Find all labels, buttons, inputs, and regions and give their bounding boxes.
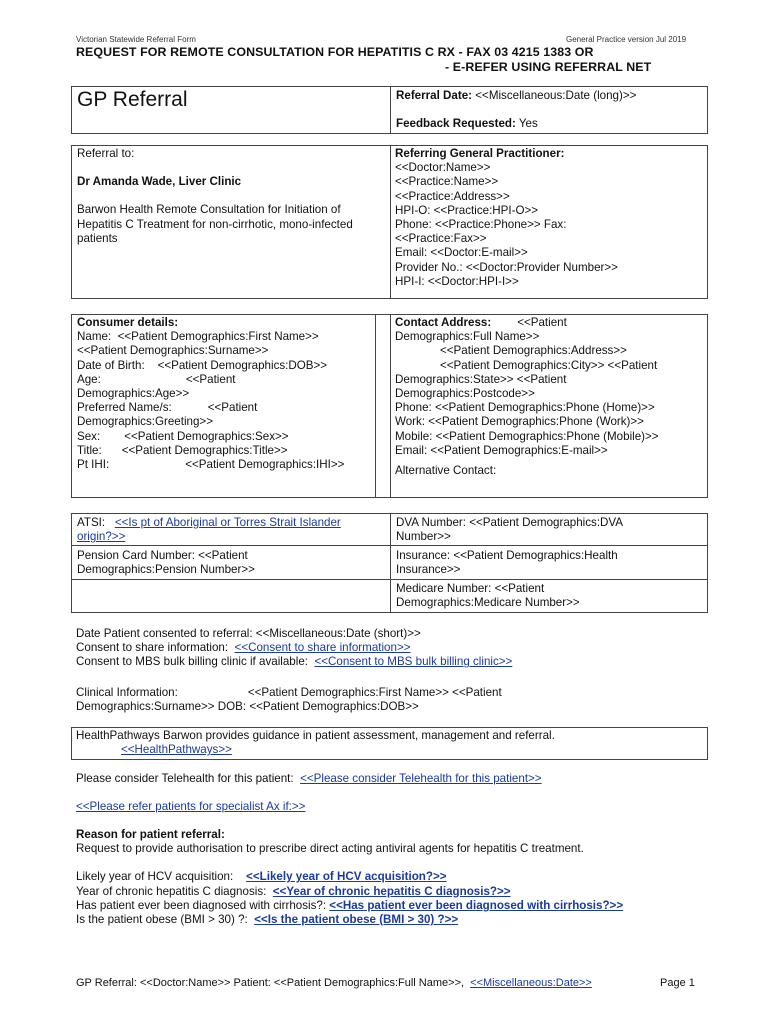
ihi-value: <<Patient Demographics:IHI>>	[185, 458, 345, 472]
consumer-label: Consumer details:	[77, 316, 179, 329]
divider	[390, 86, 391, 134]
obese-link[interactable]: <<Is the patient obese (BMI > 30) ?>>	[254, 913, 459, 927]
dob-value: <<Patient Demographics:DOB>>	[157, 358, 328, 372]
name-label: Name:	[77, 330, 112, 344]
atsi-label: ATSI:	[77, 516, 106, 529]
referral-clinic: Dr Amanda Wade, Liver Clinic	[77, 175, 242, 189]
medicare-number-cont: Demographics:Medicare Number>>	[396, 596, 580, 610]
reason-label: Reason for patient referral:	[76, 828, 225, 841]
ihi-label: Pt IHI:	[77, 458, 110, 472]
consumer-cell	[77, 316, 373, 472]
specialist-link[interactable]: <<Please refer patients for specialist Ax if:>>	[76, 800, 306, 813]
sex-label: Sex:	[77, 429, 101, 443]
dva-cell	[396, 516, 623, 544]
healthpathways-cell	[76, 729, 555, 757]
doctor-name: <<Doctor:Name>>	[395, 161, 491, 175]
atsi-cell	[77, 516, 341, 544]
practice-address: <<Practice:Address>>	[395, 189, 510, 203]
consumer-preferred-cont: Demographics:Greeting>>	[77, 415, 213, 429]
name-value: <<Patient Demographics:First Name>>	[117, 330, 319, 344]
clinical-label: Clinical Information:	[76, 686, 178, 699]
contact-line1: <<Patient	[517, 316, 567, 329]
referral-date	[396, 89, 636, 102]
title-label: Title:	[77, 443, 102, 457]
consumer-ihi	[77, 458, 373, 472]
insurance-cont: Insurance>>	[396, 563, 461, 577]
telehealth-label: Please consider Telehealth for this patient:	[76, 772, 294, 785]
practice-phone: Phone: <<Practice:Phone>> Fax:	[395, 218, 567, 232]
divider	[390, 513, 391, 613]
hcv-link[interactable]: <<Likely year of HCV acquisition?>>	[246, 870, 447, 884]
chronic-label: Year of chronic hepatitis C diagnosis:	[76, 884, 267, 898]
referral-description: Barwon Health Remote Consultation for Initiation of Hepatitis C Treatment for non-cirrhotic, mono-infected patients	[77, 203, 353, 245]
clinical-line1: <<Patient Demographics:First Name>> <<Patient	[247, 686, 502, 699]
atsi-link-cont[interactable]: origin?>>	[77, 530, 126, 544]
clinical-line2: Demographics:Surname>> DOB: <<Patient Demographics:DOB>>	[76, 700, 419, 714]
medicare-cell	[396, 582, 580, 610]
contact-label: Contact Address:	[395, 316, 492, 329]
gp-referral-title: GP Referral	[77, 88, 188, 111]
consumer-sex	[77, 430, 373, 444]
practice-name: <<Practice:Name>>	[395, 175, 499, 189]
referral-to-label: Referral to:	[77, 147, 135, 160]
healthpathways-link[interactable]: <<HealthPathways>>	[121, 743, 232, 757]
feedback-requested	[396, 117, 538, 130]
footer-text: GP Referral: <<Doctor:Name>> Patient: <<Patient Demographics:Full Name>>,	[76, 977, 465, 989]
obese-label: Is the patient obese (BMI > 30) ?:	[76, 913, 248, 927]
page-title: REQUEST FOR REMOTE CONSULTATION FOR HEPATITIS C RX - FAX 03 4215 1383 OR	[76, 45, 594, 59]
medicare-number: Medicare Number: <<Patient	[396, 582, 545, 595]
pension-number-cont: Demographics:Pension Number>>	[77, 563, 255, 577]
practitioner-label: Referring General Practitioner:	[395, 147, 565, 160]
title-value: <<Patient Demographics:Title>>	[121, 443, 288, 457]
footer-date-link[interactable]: <<Miscellaneous:Date>>	[470, 977, 592, 989]
page-number: Page 1	[660, 977, 695, 989]
contact-phone-home: Phone: <<Patient Demographics:Phone (Home)>>	[395, 401, 655, 415]
consumer-age	[77, 373, 373, 387]
contact-cell	[395, 316, 705, 478]
preferred-label: Preferred Name/s:	[77, 401, 172, 415]
telehealth-link[interactable]: <<Please consider Telehealth for this patient>>	[300, 772, 542, 785]
clinical-info	[76, 686, 502, 714]
provider-number: Provider No.: <<Doctor:Provider Number>>	[395, 260, 618, 274]
practice-hpio: HPI-O: <<Practice:HPI-O>>	[395, 203, 539, 217]
telehealth	[76, 772, 542, 786]
contact-line5: Demographics:State>> <<Patient	[395, 372, 567, 386]
divider	[390, 314, 391, 498]
atsi-link[interactable]: <<Is pt of Aboriginal or Torres Strait Islander	[114, 516, 341, 529]
footer	[76, 977, 592, 989]
contact-line6: Demographics:Postcode>>	[395, 387, 535, 401]
dva-number: DVA Number: <<Patient Demographics:DVA	[396, 516, 624, 529]
contact-phone-mobile: Mobile: <<Patient Demographics:Phone (Mobile)>>	[395, 429, 659, 443]
contact-line4: <<Patient Demographics:City>> <<Patient	[440, 358, 658, 372]
pension-cell	[77, 549, 255, 577]
insurance: Insurance: <<Patient Demographics:Health	[396, 549, 618, 562]
contact-email: Email: <<Patient Demographics:E-mail>>	[395, 443, 608, 457]
cirrhosis-label: Has patient ever been diagnosed with cirrhosis?:	[76, 898, 327, 912]
age-value: <<Patient	[185, 372, 236, 386]
consent-share-link[interactable]: <<Consent to share information>>	[234, 641, 411, 655]
consumer-dob	[77, 359, 373, 373]
consumer-preferred	[77, 401, 373, 415]
cirrhosis-link[interactable]: <<Has patient ever been diagnosed with cirrhosis?>>	[329, 898, 624, 912]
divider	[375, 314, 376, 498]
consent-block	[76, 627, 512, 670]
feedback-label: Feedback Requested:	[396, 117, 516, 130]
consumer-age-cont: Demographics:Age>>	[77, 387, 190, 401]
referral-date-value: <<Miscellaneous:Date (long)>>	[475, 89, 637, 102]
alternative-contact: Alternative Contact:	[395, 464, 497, 478]
chronic-link[interactable]: <<Year of chronic hepatitis C diagnosis?>>	[272, 884, 511, 898]
healthpathways-text: HealthPathways Barwon provides guidance in patient assessment, management and referral.	[76, 729, 555, 742]
contact-line2: Demographics:Full Name>>	[395, 330, 540, 344]
reason-block	[76, 828, 623, 927]
consumer-title	[77, 444, 373, 458]
feedback-value: Yes	[518, 117, 538, 130]
contact-phone-work: Work: <<Patient Demographics:Phone (Work)>>	[395, 415, 644, 429]
sex-value: <<Patient Demographics:Sex>>	[124, 429, 289, 443]
divider	[390, 145, 391, 299]
form-version: General Practice version Jul 2019	[566, 35, 687, 44]
consent-share-label: Consent to share information:	[76, 641, 229, 655]
reason-text: Request to provide authorisation to prescribe direct acting antiviral agents for hepatitis C treatment.	[76, 842, 584, 856]
pension-number: Pension Card Number: <<Patient	[77, 549, 248, 562]
practitioner-cell	[395, 147, 618, 289]
consumer-name	[77, 330, 373, 344]
referral-date-label: Referral Date:	[396, 89, 473, 102]
doctor-email: Email: <<Doctor:E-mail>>	[395, 246, 528, 260]
page-subtitle: - E-REFER USING REFERRAL NET	[445, 60, 652, 74]
dva-number-cont: Number>>	[396, 530, 451, 544]
dob-label: Date of Birth:	[77, 358, 145, 372]
hcv-label: Likely year of HCV acquisition:	[76, 870, 234, 884]
referral-to-cell	[77, 147, 377, 246]
contact-line3: <<Patient Demographics:Address>>	[440, 344, 627, 358]
doctor-hpii: HPI-I: <<Doctor:HPI-I>>	[395, 274, 519, 288]
consumer-surname: <<Patient Demographics:Surname>>	[77, 344, 269, 358]
practice-fax: <<Practice:Fax>>	[395, 232, 487, 246]
form-name: Victorian Statewide Referral Form	[76, 35, 196, 44]
consent-date: Date Patient consented to referral: <<Miscellaneous:Date (short)>>	[76, 627, 421, 640]
age-label: Age:	[77, 372, 101, 386]
insurance-cell	[396, 549, 618, 577]
consent-mbs-link[interactable]: <<Consent to MBS bulk billing clinic>>	[314, 655, 513, 669]
consent-mbs-label: Consent to MBS bulk billing clinic if available:	[76, 655, 308, 669]
preferred-value: <<Patient	[207, 401, 258, 415]
